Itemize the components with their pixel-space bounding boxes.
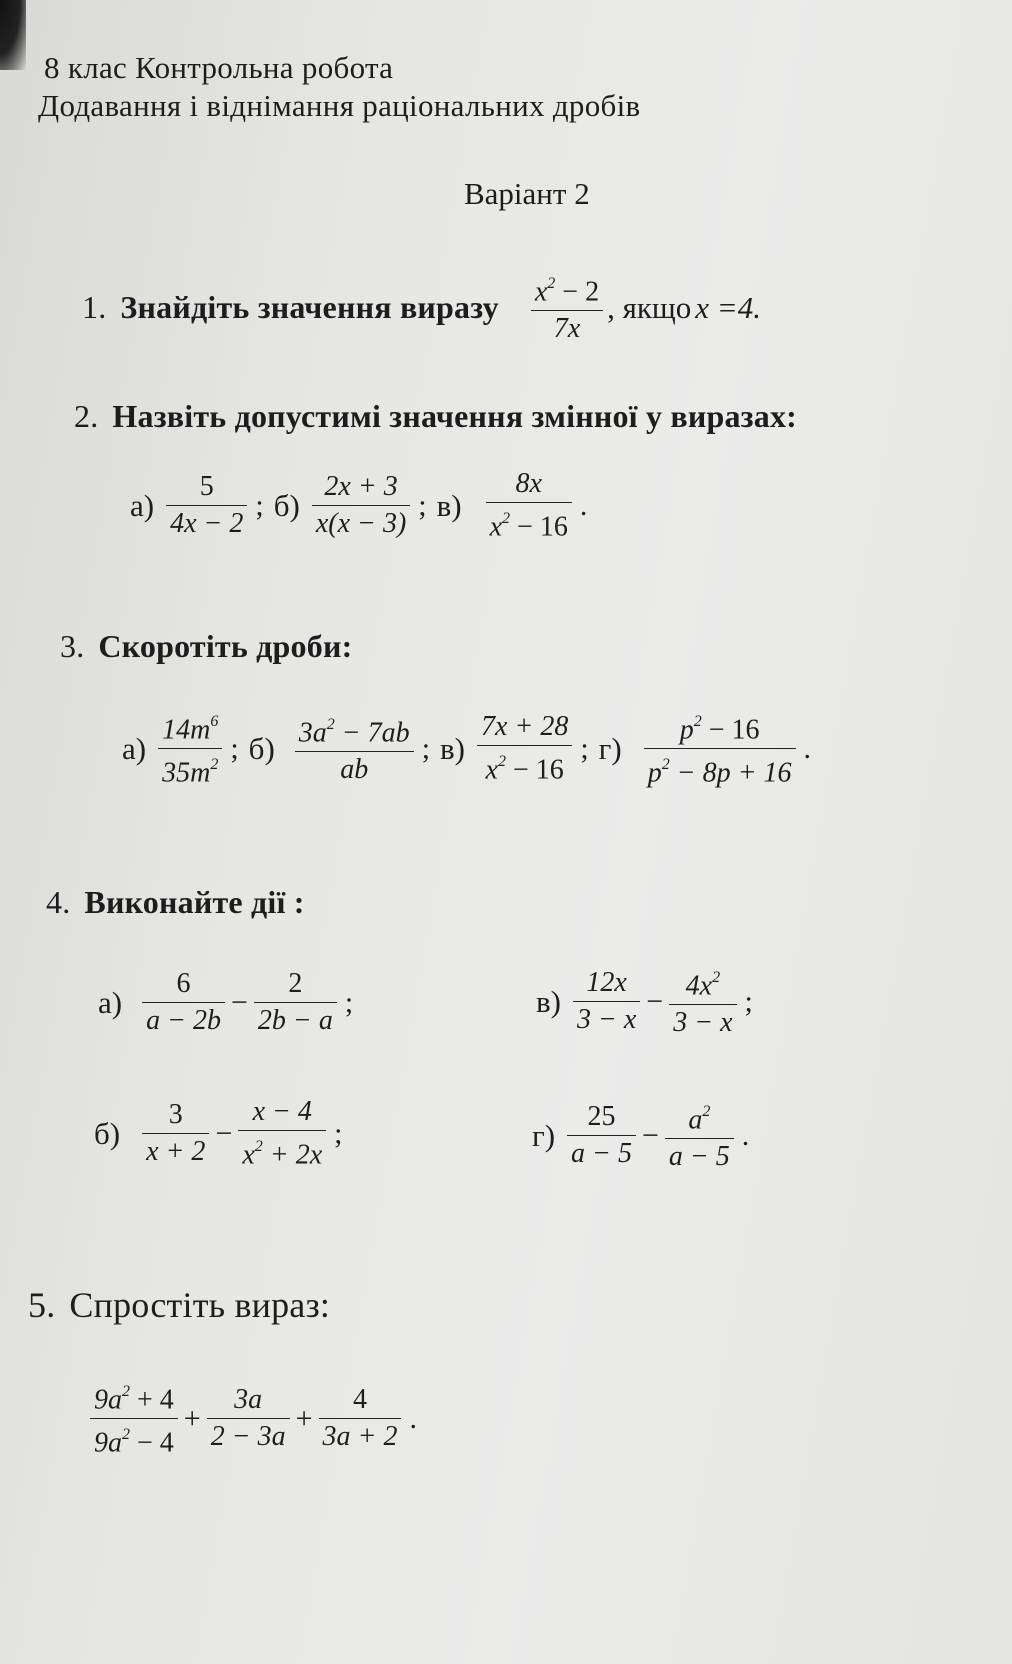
task-4v: в) 12x 3 − x − $4x^2$ 3 − x ; — [536, 962, 763, 1041]
task-3g-fraction: $p^2 - 16$ $p^2 - 8p + 16$ — [644, 706, 796, 792]
task-5-fraction-1: $9a^2 + 4$ $9a^2 - 4$ — [90, 1376, 178, 1462]
task-1-heading: 1. Знайдіть значення виразу — [82, 289, 499, 326]
task-4b-fraction-2: x − 4 $x^2 + 2x$ — [238, 1094, 326, 1173]
task-3-heading: 3. Скоротіть дроби: — [60, 628, 353, 664]
task-2-expressions: а) 5 4x − 2 ; б) 2x + 3 x(x − 3) ; в) 8x $x^2 - 16$ . — [130, 466, 597, 545]
task-2v-fraction: 8x $x^2 - 16$ — [486, 466, 572, 545]
task-5-expression: $9a^2 + 4$ $9a^2 - 4$ + 3a 2 − 3a + 4 3a + 2 . — [86, 1376, 427, 1462]
task-4b: б) 3 x + 2 − x − 4 $x^2 + 2x$ ; — [94, 1094, 352, 1173]
task-4v-fraction-1: 12x 3 − x — [573, 965, 640, 1038]
task-5-fraction-3: 4 3a + 2 — [319, 1382, 402, 1455]
task-4g: г) 25 a − 5 − $a^2$ a − 5 . — [532, 1096, 759, 1175]
task-4b-fraction-1: 3 x + 2 — [142, 1097, 209, 1170]
task-4-heading: 4. Виконайте дії : — [46, 884, 305, 920]
task-4a: а) 6 a − 2b − 2 2b − a ; — [98, 966, 363, 1039]
task-2b-fraction: 2x + 3 x(x − 3) — [312, 469, 410, 542]
header-line-2: Додавання і віднімання раціональних дробів — [38, 88, 641, 123]
task-4a-fraction-1: 6 a − 2b — [142, 966, 225, 1039]
header-line-1: 8 клас Контрольна робота — [44, 50, 394, 85]
task-4g-fraction-2: $a^2$ a − 5 — [665, 1096, 734, 1175]
task-4a-fraction-2: 2 2b − a — [254, 966, 337, 1039]
task-2-heading: 2. Назвіть допустимі значення змінної у виразах: — [74, 398, 797, 434]
task-4g-fraction-1: 25 a − 5 — [567, 1099, 636, 1172]
task-3a-fraction: $14m^6$ $35m^2$ — [158, 706, 222, 792]
task-2a-fraction: 5 4x − 2 — [166, 469, 247, 542]
task-3-expressions: а) $14m^6$ $35m^2$ ; б) $3a^2 - 7ab$ ab ; в) 7x + 28 $x^2 - 16$ ; г) $p^2 - 16$ $p^2 - 8p + 16$ . — [122, 706, 821, 792]
photo-corner-shadow — [0, 0, 26, 70]
variant-title: Варіант 2 — [464, 176, 590, 211]
task-3b-fraction: $3a^2 - 7ab$ ab — [295, 709, 414, 788]
task-3v-fraction: 7x + 28 $x^2 - 16$ — [477, 709, 572, 788]
task-5-fraction-2: 3a 2 − 3a — [207, 1382, 290, 1455]
task-4v-fraction-2: $4x^2$ 3 − x — [669, 962, 736, 1041]
task-1: 1. Знайдіть значення виразу $x^2 - 2$ 7x , якщо x =4. — [82, 268, 761, 347]
task-5-heading: 5. Спростіть вираз: — [28, 1285, 331, 1325]
task-1-fraction: $x^2 - 2$ 7x — [531, 268, 603, 347]
